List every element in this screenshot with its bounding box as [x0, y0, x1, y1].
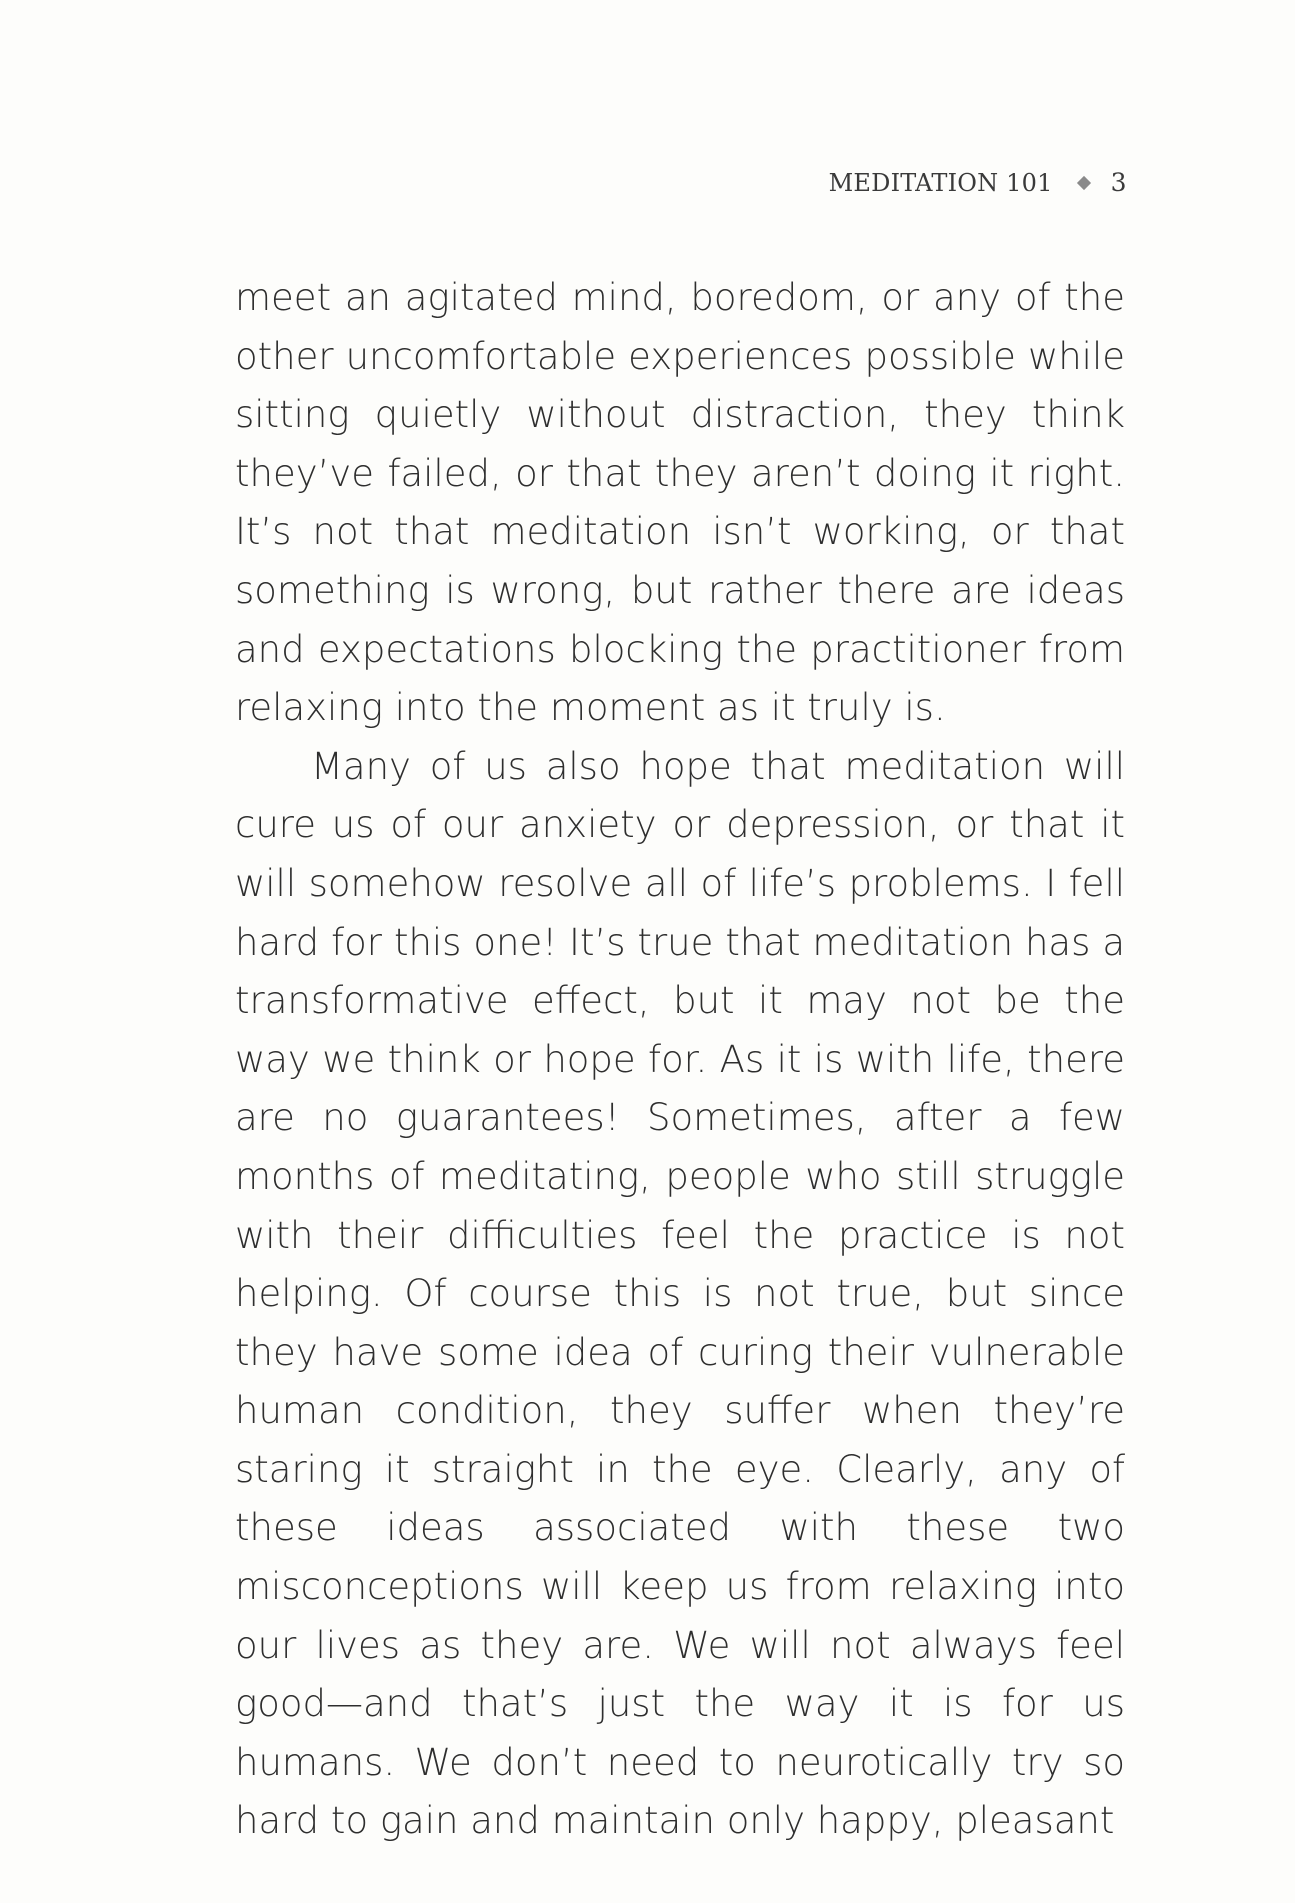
- paragraph: Many of us also hope that meditation will cure us of our anxiety or depression, or that it will somehow resolve all of life’s problems. I fell hard for this one! It’s true that meditation has a transformative effect, but it may not be the way we think or hope for. As it is with life, there are no guarantees! Sometimes, after a few months of meditating, people who still struggle with their difficulties feel the practice is not helping. Of course this is not true, but since they have some idea of curing their vulnerable human condition, they suffer when they’re staring it straight in the eye. Clearly, any of these ideas associated with these two misconceptions will keep us from relaxing into our lives as they are. We will not always feel good—and that’s just the way it is for us humans. We don’t need to neurotically try so hard to gain and maintain only happy, pleasant: [235, 744, 1125, 1843]
- running-head: MEDITATION 101: [828, 168, 1053, 197]
- page-number: 3: [1110, 168, 1127, 197]
- square-bullet-icon: [1077, 175, 1091, 189]
- body-text: [235, 269, 1125, 1851]
- paragraph-continuation: meet an agitated mind, boredom, or any of the other uncomfortable experiences possible while sitting quietly without distraction, they think they’ve failed, or that they aren’t doing it right. It’s not that meditation isn’t working, or that something is wrong, but rather there are ideas and expectations blocking the practitioner from relaxing into the moment as it truly is.: [235, 276, 1125, 730]
- page-header: [829, 168, 1127, 197]
